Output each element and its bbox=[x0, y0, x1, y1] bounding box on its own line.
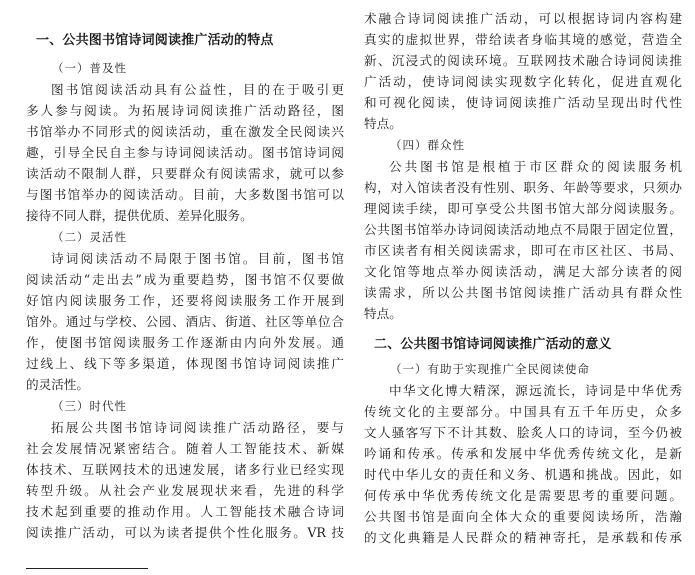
paragraph-line: 接待不同人群，提供优质、差异化服务。 bbox=[26, 208, 253, 223]
paragraph-line: 吟诵和传承。传承和发展中华优秀传统文化，是新 bbox=[364, 446, 682, 461]
paragraph-line: 转型升级。从社会产业发展现状来看，先进的科学 bbox=[26, 483, 344, 498]
paragraph-line: 何传承中华优秀传统文化是需要思考的重要问题。 bbox=[364, 488, 682, 503]
section-1-heading: 一、公共图书馆诗词阅读推广活动的特点 bbox=[36, 33, 274, 48]
paragraph-line: 文人骚客写下不计其数、脍炙人口的诗词，至今仍被 bbox=[364, 425, 682, 440]
paragraph-line: 阅读推广活动，可以为读者提供个性化服务。VR 技 bbox=[26, 525, 344, 540]
paragraph-line: 理阅读手续，即可享受公共图书馆大部分阅读服务。 bbox=[364, 201, 682, 216]
subsection-3-title: （三）时代性 bbox=[52, 399, 127, 413]
subsection-2-body bbox=[26, 248, 344, 395]
paragraph-line: 术融合诗词阅读推广活动，可以根据诗词内容构建 bbox=[364, 11, 682, 26]
paragraph-line: 新、沉浸式的阅读环境。互联网技术融合诗词阅读推 bbox=[364, 53, 682, 68]
paragraph-line: 中华文化博大精深，源远流长，诗词是中华优秀 bbox=[389, 383, 682, 398]
paragraph-line: 市区读者有相关阅读需求，即可在市区社区、书局、 bbox=[364, 243, 682, 258]
section-2-subsection-1-title: （一）有助于实现推广全民阅读使命 bbox=[390, 362, 590, 376]
paragraph-line: 馆外。通过与学校、公园、酒店、街道、社区等单位合 bbox=[26, 314, 344, 329]
paragraph-line: 时代中华儿女的责任和义务、机遇和挑战。因此，如 bbox=[364, 467, 682, 482]
paragraph-line: 体技术、互联网技术的迅速发展，诸多行业已经实现 bbox=[26, 462, 344, 477]
paragraph-line: 图书馆阅读活动具有公益性，目的在于吸引更 bbox=[51, 82, 344, 97]
paragraph-line: 拓展公共图书馆诗词阅读推广活动路径，要与 bbox=[51, 420, 344, 435]
right-column bbox=[364, 0, 682, 548]
paragraph-line: 传统文化的主要部分。中国具有五千年历史，众多 bbox=[364, 404, 682, 419]
paragraph-line: 多人参与阅读。为拓展诗词阅读推广活动路径，图 bbox=[26, 103, 344, 118]
paragraph-line: 读活动不限制人群，只要群众有阅读需求，就可以参 bbox=[26, 166, 344, 181]
paragraph-line: 技术起到重要的推动作用。人工智能技术融合诗词 bbox=[26, 504, 344, 519]
left-column bbox=[26, 0, 344, 543]
paragraph-line: 构，对入馆读者没有性别、职务、年龄等要求，只须办 bbox=[364, 180, 682, 195]
paragraph-line: 文化馆等地点举办阅读活动，满足大部分读者的阅 bbox=[364, 264, 682, 279]
paragraph-line: 和可视化阅读，使诗词阅读推广活动呈现出时代性 bbox=[364, 95, 682, 110]
paragraph-line: 过线上、线下等多渠道，体现图书馆诗词阅读推广 bbox=[26, 356, 344, 371]
paragraph-line: 广活动，使诗词阅读实现数字化转化，促进直观化 bbox=[364, 74, 682, 89]
paragraph-line: 公共图书馆是根植于市区群众的阅读服务机 bbox=[389, 159, 682, 174]
subsection-4-body bbox=[364, 156, 682, 324]
paragraph-line: 特点。 bbox=[364, 116, 402, 131]
paragraph-line: 与图书馆举办的阅读活动。目前，大多数图书馆可以 bbox=[26, 187, 344, 202]
paragraph-line: 的文化典籍是人民群众的精神寄托，是承载和传承 bbox=[364, 530, 682, 545]
paragraph-line: 诗词阅读活动不局限于图书馆。目前，图书馆 bbox=[51, 251, 344, 266]
paragraph-line: 真实的虚拟世界，带给读者身临其境的感觉，营造全 bbox=[364, 32, 682, 47]
section-2-heading: 二、公共图书馆诗词阅读推广活动的意义 bbox=[374, 337, 612, 352]
subsection-4-title: （四）群众性 bbox=[390, 138, 465, 152]
paragraph-line: 读需求，所以公共图书馆阅读推广活动具有群众性 bbox=[364, 285, 682, 300]
subsection-2-title: （二）灵活性 bbox=[52, 230, 127, 244]
subsection-1-body bbox=[26, 79, 344, 226]
paragraph-line: 公共图书馆举办诗词阅读活动地点不局限于固定位置， bbox=[364, 222, 682, 237]
paragraph-line: 公共图书馆是面向全体大众的重要阅读场所，浩瀚 bbox=[364, 509, 682, 524]
paragraph-line: 社会发展情况紧密结合。随着人工智能技术、新媒 bbox=[26, 441, 344, 456]
paragraph-line: 趣，引导全民自主参与诗词阅读活动。图书馆诗词阅 bbox=[26, 145, 344, 160]
paragraph-line: 好馆内阅读服务工作，还要将阅读服务工作开展到 bbox=[26, 293, 344, 308]
subsection-1-title: （一）普及性 bbox=[52, 61, 127, 75]
paragraph-line: 书馆举办不同形式的阅读活动，重在激发全民阅读兴 bbox=[26, 124, 344, 139]
section-2-subsection-1-body bbox=[364, 380, 682, 548]
paragraph-line: 特点。 bbox=[364, 306, 402, 321]
paragraph-line: 的灵活性。 bbox=[26, 377, 89, 392]
paragraph-line: 阅读活动“走出去”成为重要趋势，图书馆不仅要做 bbox=[26, 272, 344, 287]
footnote-divider bbox=[26, 568, 148, 569]
subsection-3-continued-body bbox=[364, 8, 682, 134]
subsection-3-body bbox=[26, 417, 344, 543]
paragraph-line: 作，使图书馆阅读服务工作逐渐由内向外发展。通 bbox=[26, 335, 344, 350]
